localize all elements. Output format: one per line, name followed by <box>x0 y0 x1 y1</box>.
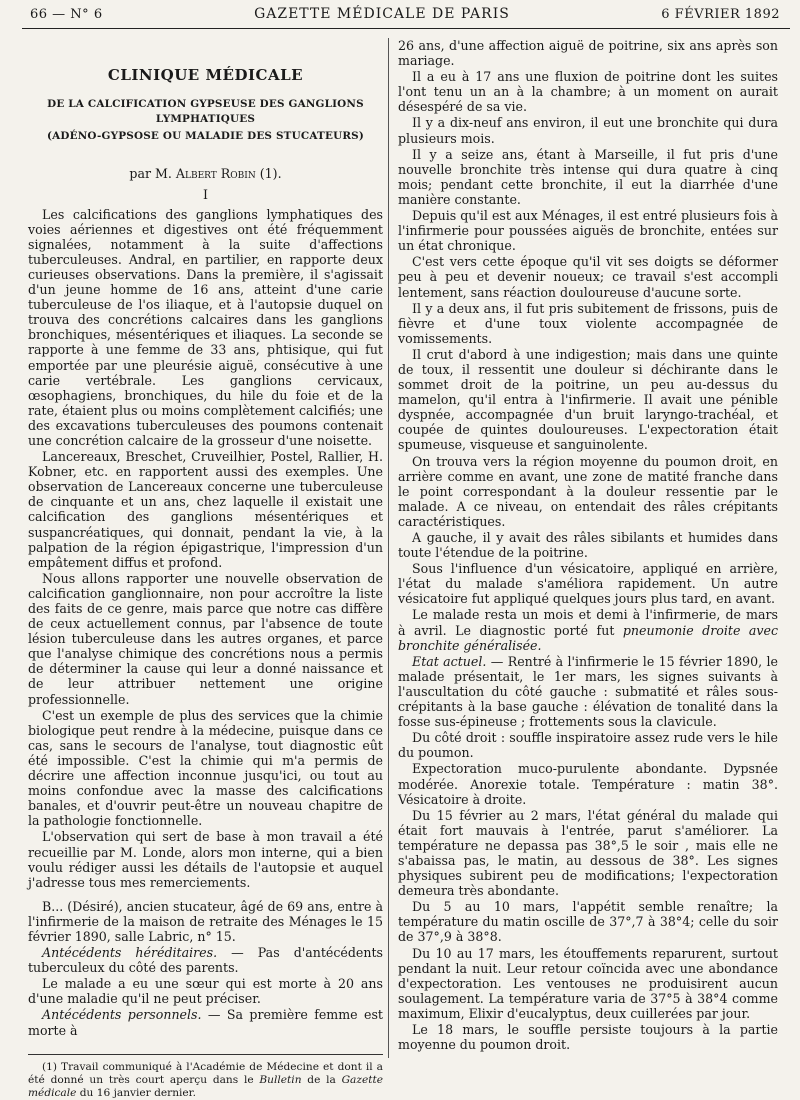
paragraph: Du côté droit : souffle inspiratoire assez rude vers le hile du poumon. <box>398 730 778 761</box>
paragraph: Il crut d'abord à une indigestion; mais dans une quinte de toux, il ressentit une douleur si déchirante dans le sommet droit de la poitrine, un peu au-dessus du mamelon, qu'il entra à l'infirmerie. Il avait une pénible dyspnée, accompagnée d'un bruit laryngo-trachéal, et coupée de quintes douloureuses. L'expectoration était spumeuse, visqueuse et sanguinolente. <box>398 346 778 453</box>
right-column <box>398 38 778 1053</box>
footnote-rule <box>28 1054 383 1055</box>
paragraph-text: Le malade resta un mois et demi à l'infirmerie, de mars à avril. Le diagnostic porté fut <box>398 607 778 638</box>
paragraph <box>28 945 383 975</box>
article-title: DE LA CALCIFICATION GYPSEUSE DES GANGLIONS LYMPHATIQUES <box>47 98 364 126</box>
paragraph: Sous l'influence d'un vésicatoire, appliqué en arrière, l'état du malade s'améliora rapidement. Un autre vésicatoire fut appliqué quelques jours plus tard, en avant. <box>398 561 778 607</box>
footnote-text: (1) Travail communiqué à l'Académie de Médecine et dont il a été donné un très court aperçu dans le <box>28 1060 383 1086</box>
paragraph: B... (Désiré), ancien stucateur, âgé de 69 ans, entre à l'infirmerie de la maison de retraite des Ménages le 15 février 1890, salle Labric, n° 15. <box>28 898 383 944</box>
article-author <box>28 166 383 181</box>
paragraph: Du 10 au 17 mars, les étouffements reparurent, surtout pendant la nuit. Leur retour coïncida avec une abondance d'expectoration. Les ventouses ne produisirent aucun soulagement. La température varia de 37°5 à 38°4 comme maximum, Elixir d'eucalyptus, deux cuillerées par jour. <box>398 945 778 1021</box>
paragraph-label: Antécédents héréditaires. <box>42 945 218 961</box>
author-footnote-ref: (1). <box>259 166 282 182</box>
journal-title: GAZETTE MÉDICALE DE PARIS <box>254 6 510 22</box>
running-header <box>30 6 780 28</box>
footnote-text: de la <box>301 1073 342 1086</box>
paragraph: Nous allons rapporter une nouvelle observation de calcification ganglionnaire, non pour accroître la liste des faits de ce genre, mais parce que notre cas diffère de ceux actuellement connus, par l'absence de toute lésion tuberculeuse dans les autres organes, et parce que l'analyse chimique des concrétions nous a permis de déterminer la cause qui leur a donné naissance et de leur attribuer nettement une origine professionnelle. <box>28 570 383 707</box>
paragraph: 26 ans, d'une affection aiguë de poitrine, six ans après son mariage. <box>398 38 778 69</box>
paragraph-text: — Sa première femme est morte à <box>28 1007 383 1038</box>
footnote-italic: Bulletin <box>259 1073 302 1086</box>
paragraph-label: Etat actuel. <box>412 653 487 669</box>
article-section-title: CLINIQUE MÉDICALE <box>107 66 304 84</box>
paragraph <box>28 1007 383 1037</box>
paragraph <box>398 607 778 652</box>
paragraph: Expectoration muco-purulente abondante. Dypsnée modérée. Anorexie totale. Température : matin 38°. Vésicatoire à droite. <box>398 761 778 807</box>
paragraph: L'observation qui sert de base à mon travail a été recueillie par M. Londe, alors mon interne, qui a bien voulu rédiger aussi les détails de l'autopsie et auquel j'adresse tous mes remerciements. <box>28 829 383 890</box>
paragraph: Il y a seize ans, étant à Marseille, il fut pris d'une nouvelle bronchite très intense qui dura quatre à cinq mois; pendant cette bronchite, il eut la diarrhée d'une manière constante. <box>398 146 778 207</box>
footnote-italic: Gazette médicale <box>28 1073 384 1099</box>
diagnosis: pneumonie droite avec bronchite généralisée. <box>398 622 778 653</box>
paragraph: Le 18 mars, le souffle persiste toujours à la partie moyenne du poumon droit. <box>398 1022 778 1053</box>
left-column <box>28 38 383 1100</box>
section-number: I <box>203 187 208 203</box>
page-number: 66 — N° 6 <box>30 7 103 22</box>
paragraph: Les calcifications des ganglions lymphatiques des voies aériennes et digestives ont été fréquemment signalées, notamment à la suite d'affections tuberculeuses. Andral, en partilier, en rapporte deux curieuses observations. Dans la première, il s'agissait d'un jeune homme de 16 ans, atteint d'une carie tuberculeuse de l'os iliaque, et à l'autopsie duquel on trouva des concrétions calcaires dans les ganglions bronchiques, mésentériques et iliaques. La seconde se rapporte à une femme de 33 ans, phtisique, qui fut emportée par une pleurésie aiguë, consécutive à une carie vertébrale. Les ganglions cervicaux, œsophagiens, bronchiques, du hile du foie et de la rate, étaient plus ou moins complètement calcifiés; une des excavations tuberculeuses des poumons contenait une concrétion calcaire de la grosseur d'une noisette. <box>28 206 383 448</box>
paragraph: Depuis qu'il est aux Ménages, il est entré plusieurs fois à l'infirmerie pour poussées aiguës de bronchite, entées sur un état chronique. <box>398 208 778 254</box>
paragraph: Le malade a eu une sœur qui est morte à 20 ans d'une maladie qu'il ne peut préciser. <box>28 976 383 1007</box>
paragraph: Lancereaux, Breschet, Cruveilhier, Postel, Rallier, H. Kobner, etc. en rapportent aussi des exemples. Une observation de Lancereaux concerne une tuberculeuse de cinquante et un ans, chez laquelle il existait une calcification des ganglions mésentériques et suspancréatiques, qui donnait, pendant la vie, à la palpation de la région épigastrique, l'impression d'un empâtement diffus et profond. <box>28 449 383 570</box>
issue-date: 6 FÉVRIER 1892 <box>661 7 780 22</box>
paragraph: A gauche, il y avait des râles sibilants et humides dans toute l'étendue de la poitrine. <box>398 530 778 561</box>
paragraph-text: — Pas d'antécédents tuberculeux du côté des parents. <box>28 945 384 976</box>
article-subtitle: (ADÉNO-GYPSOSE OU MALADIE DES STUCATEURS) <box>46 130 364 143</box>
paragraph: Il a eu à 17 ans une fluxion de poitrine dont les suites l'ont tenu un an à la chambre; à un moment on aurait désespéré de sa vie. <box>398 69 778 115</box>
paragraph: On trouva vers la région moyenne du poumon droit, en arrière comme en avant, une zone de matité franche dans le point correspondant à la douleur ressentie par le malade. A ce niveau, on entendait des râles crépitants caractéristiques. <box>398 453 778 529</box>
paragraph: C'est un exemple de plus des services que la chimie biologique peut rendre à la médecine, puisque dans ce cas, sans le secours de l'analyse, tout diagnostic eût été impossible. C'est la chimie qui m'a permis de décrire une affection inconnue jusqu'ici, ou tout au moins confondue avec la masse des calcifications banales, et d'ouvrir peut-être un nouveau chapitre de la pathologie fonctionnelle. <box>28 707 383 829</box>
paragraph: Du 15 février au 2 mars, l'état général du malade qui était fort mauvais à l'entrée, parut s'améliorer. La température ne depassa pas 38°,5 le soir , mais elle ne s'abaissa pas, le matin, au dessous de 38°. Les signes physiques subirent peu de modifications; l'expectoration demeura très abondante. <box>398 807 778 899</box>
author-name: Albert Robin <box>175 166 256 182</box>
author-prefix: par M. <box>129 166 172 182</box>
paragraph: Il y a deux ans, il fut pris subitement de frissons, puis de fièvre et d'une toux violente accompagnée de vomissements. <box>398 300 778 346</box>
paragraph <box>398 654 778 729</box>
paragraph: Il y a dix-neuf ans environ, il eut une bronchite qui dura plusieurs mois. <box>398 115 778 146</box>
header-rule <box>22 28 790 29</box>
paragraph: Du 5 au 10 mars, l'appétit semble renaître; la température du matin oscille de 37°,7 à 38°4; celle du soir de 37°,9 à 38°8. <box>398 899 778 945</box>
paragraph-label: Antécédents personnels. <box>42 1007 202 1023</box>
footnote-text: du 16 janvier dernier. <box>76 1086 196 1099</box>
footnote <box>28 1061 383 1100</box>
paragraph: C'est vers cette époque qu'il vit ses doigts se déformer peu à peu et devenir noueux; ce travail s'est accompli lentement, sans réaction douloureuse d'aucune sorte. <box>398 254 778 300</box>
column-divider <box>388 38 389 1058</box>
paragraph-text: — Rentré à l'infirmerie le 15 février 1890, le malade présentait, le 1er mars, les signes suivants à l'auscultation du côté gauche : submatité et râles sous-crépitants à la base gauche : élévation de tonalité dans la fosse sus-épineuse ; frottements sous la clavicule. <box>398 653 779 730</box>
